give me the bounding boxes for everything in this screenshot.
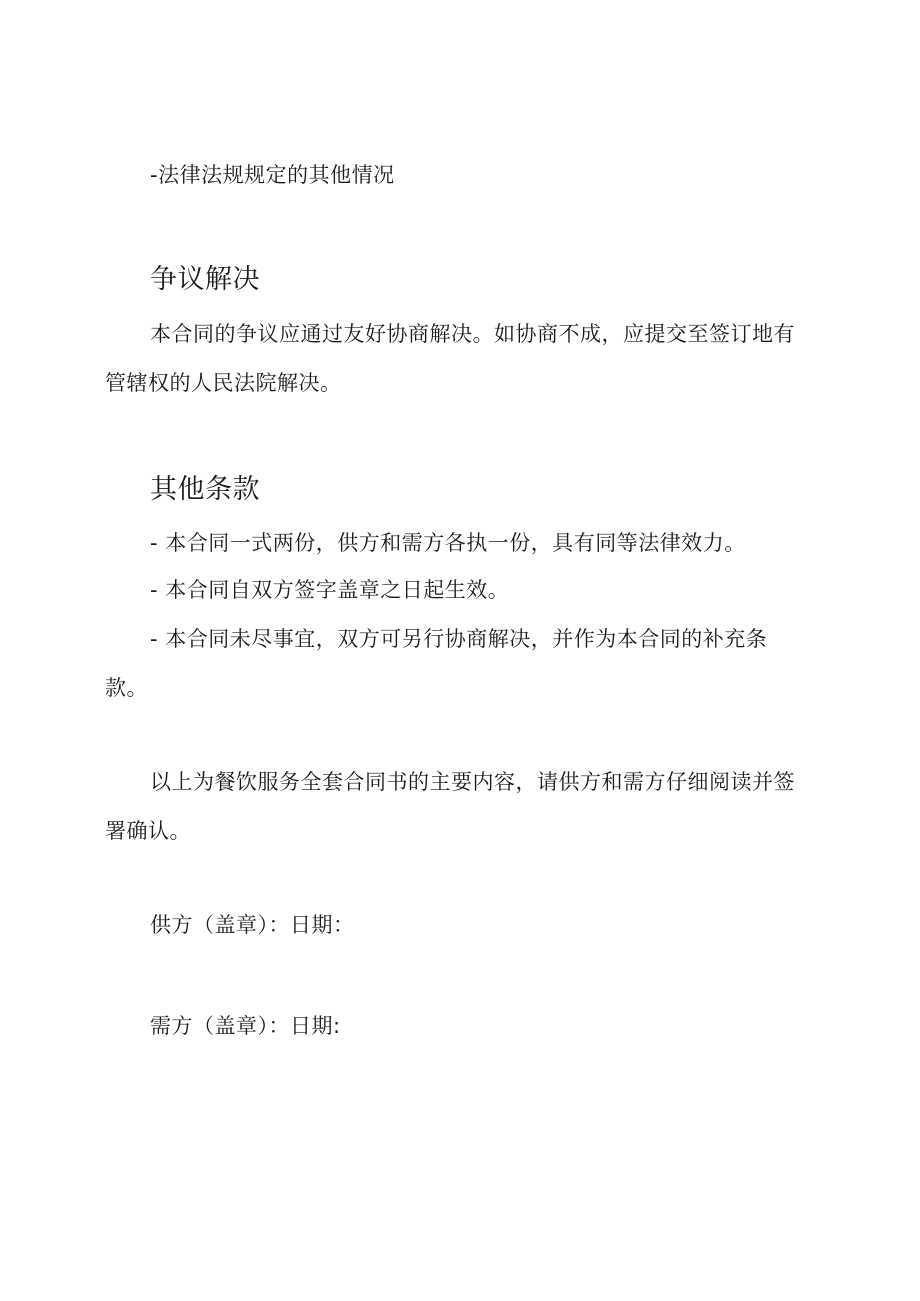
other-terms-item-2: - 本合同自双方签字盖章之日起生效。: [150, 578, 510, 602]
dispute-heading: 争议解决: [150, 264, 260, 295]
supplier-signature-line: 供方（盖章）：日期：: [150, 913, 355, 937]
other-terms-heading: 其他条款: [150, 474, 260, 505]
closing-line2: 署确认。: [105, 819, 191, 843]
dispute-paragraph-line1: 本合同的争议应通过友好协商解决。如协商不成，应提交至签订地有: [150, 322, 795, 346]
other-terms-item-3-line1: - 本合同未尽事宜，双方可另行协商解决，并作为本合同的补充条: [150, 627, 768, 651]
closing-line1: 以上为餐饮服务全套合同书的主要内容，请供方和需方仔细阅读并签: [150, 770, 795, 794]
other-terms-item-3-line2: 款。: [105, 676, 148, 700]
other-terms-item-1: - 本合同一式两份，供方和需方各执一份，具有同等法律效力。: [150, 531, 746, 555]
buyer-signature-line: 需方（盖章）：日期:: [150, 1014, 341, 1038]
dispute-paragraph-line2: 管辖权的人民法院解决。: [105, 371, 342, 395]
intro-list-item: -法律法规规定的其他情况: [150, 163, 395, 187]
